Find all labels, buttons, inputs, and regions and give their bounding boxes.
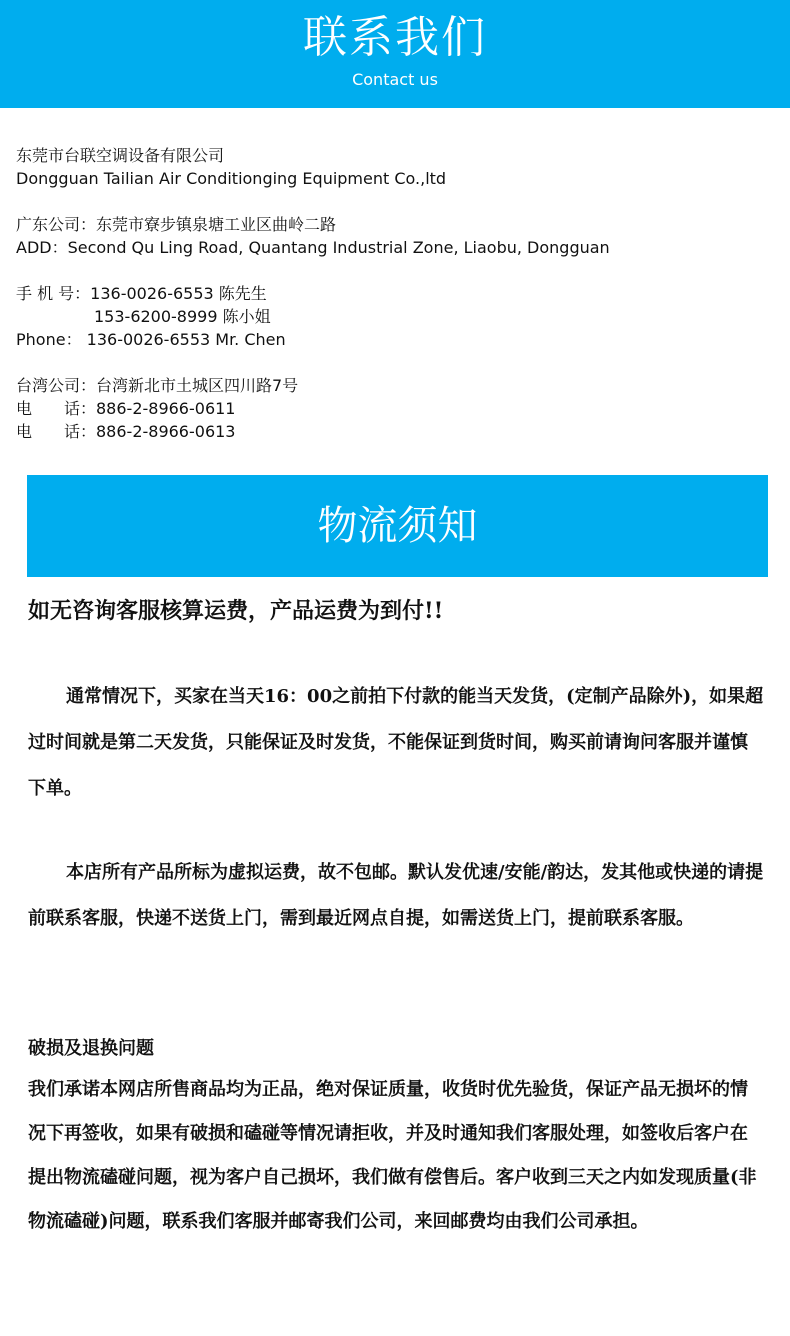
shipping-time-text: 通常情况下，买家在当天16：00之前拍下付款的能当天发货，(定制产品除外)，如果超过时间就是第二天发货，只能保证及时发货，不能保证到货时间，购买前请询问客服并谨慎下单。 xyxy=(28,686,764,799)
shipping-fee-text: 本店所有产品所标为虚拟运费，故不包邮。默认发优速/安能/韵达，发其他或快递的请提前联系客服，快递不送货上门，需到最近网点自提，如需送货上门，提前联系客服。 xyxy=(28,862,764,929)
taiwan-tel-1: 电 话：886-2-8966-0611 xyxy=(16,399,236,418)
logistics-title: 物流须知 xyxy=(317,503,478,549)
mobile-line-2: 153-6200-8999 陈小姐 xyxy=(94,307,271,326)
guangdong-address-en: ADD：Second Qu Ling Road, Quantang Industrial Zone, Liaobu, Dongguan xyxy=(16,238,610,257)
phone-en: Phone： 136-0026-6553 Mr. Chen xyxy=(16,330,286,349)
taiwan-address: 台湾公司：台湾新北市土城区四川路7号 xyxy=(16,376,299,395)
company-name-cn: 东莞市台联空调设备有限公司 xyxy=(16,146,225,165)
page-subtitle: Contact us xyxy=(352,70,438,89)
damage-paragraph xyxy=(28,1068,764,1244)
shipping-fee-paragraph xyxy=(28,850,764,942)
damage-text: 我们承诺本网店所售商品均为正品，绝对保证质量，收货时优先验货，保证产品无损坏的情况下再签收，如果有破损和磕碰等情况请拒收，并及时通知我们客服处理，如签收后客户在提出物流磕碰问题，视为客户自己损坏，我们做有偿售后。客户收到三天之内如发现质量(非物流磕碰)问题，联系我们客服并邮寄我们公司，来回邮费均由我们公司承担。 xyxy=(28,1079,757,1232)
guangdong-address-cn: 广东公司：东莞市寮步镇泉塘工业区曲岭二路 xyxy=(16,215,337,234)
mobile-line-1: 手 机 号：136-0026-6553 陈先生 xyxy=(16,284,267,303)
contact-header xyxy=(0,0,790,108)
taiwan-tel-2: 电 话：886-2-8966-0613 xyxy=(16,422,236,441)
shipping-notice: 如无咨询客服核算运费，产品运费为到付!! xyxy=(28,598,444,624)
shipping-time-paragraph xyxy=(28,674,764,812)
damage-section-title: 破损及退换问题 xyxy=(28,1038,154,1059)
page-title: 联系我们 xyxy=(303,12,487,63)
company-name-en: Dongguan Tailian Air Conditionging Equipment Co.,ltd xyxy=(16,169,447,188)
contact-info xyxy=(16,144,776,443)
logistics-banner xyxy=(27,475,768,577)
